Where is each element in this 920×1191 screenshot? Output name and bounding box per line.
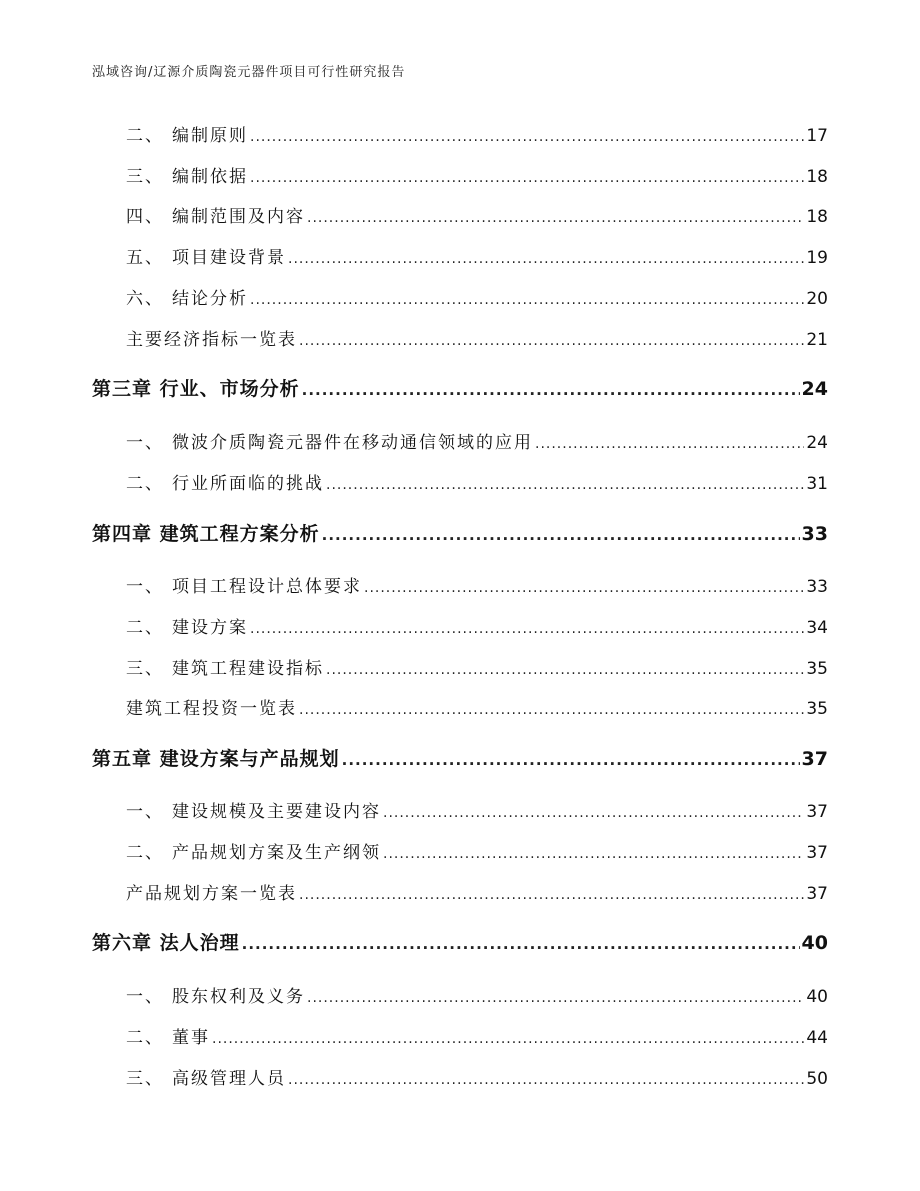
toc-leader-dots: [383, 846, 804, 862]
toc-entry-page: 34: [806, 618, 828, 638]
toc-entry-title: 编制原则: [172, 126, 248, 146]
toc-entry[interactable]: [0, 982, 920, 1012]
toc-leader-dots: [307, 210, 804, 226]
toc-leader-dots: [250, 621, 804, 637]
toc-chapter[interactable]: [0, 928, 920, 958]
toc-entry-number: 一、: [126, 577, 164, 597]
toc-entry-number: 二、: [126, 474, 164, 494]
toc-entry[interactable]: [0, 1023, 920, 1053]
toc-entry-label: [126, 121, 248, 146]
toc-entry-title: 编制范围及内容: [172, 207, 305, 227]
toc-chapter-page: 24: [801, 378, 828, 400]
toc-entry-title: 董事: [172, 1028, 210, 1048]
toc-leader-dots: [342, 751, 800, 769]
toc-entry-label: [126, 1023, 210, 1048]
toc-leader-dots: [250, 129, 804, 145]
toc-chapter-title: 第四章 建筑工程方案分析: [92, 523, 320, 545]
toc-entry-title: 建设方案: [172, 618, 248, 638]
toc-entry[interactable]: [0, 613, 920, 643]
toc-leader-dots: [326, 477, 804, 493]
toc-entry-label: [126, 654, 324, 679]
toc-entry[interactable]: [0, 325, 920, 355]
toc-entry-number: 三、: [126, 167, 164, 187]
toc-entry-page: 21: [806, 330, 828, 350]
toc-chapter[interactable]: [0, 744, 920, 774]
toc-entry-title: 主要经济指标一览表: [126, 330, 297, 350]
toc-chapter-page: 33: [801, 523, 828, 545]
toc-leader-dots: [307, 990, 804, 1006]
toc-entry-page: 24: [806, 433, 828, 453]
toc-entry-page: 33: [806, 577, 828, 597]
toc-entry[interactable]: [0, 284, 920, 314]
toc-entry-title: 结论分析: [172, 289, 248, 309]
toc-leader-dots: [322, 526, 800, 544]
toc-entry[interactable]: [0, 797, 920, 827]
toc-entry[interactable]: [0, 469, 920, 499]
toc-entry-number: 二、: [126, 126, 164, 146]
toc-leader-dots: [535, 436, 804, 452]
toc-entry-number: 一、: [126, 987, 164, 1007]
toc-entry-label: [126, 284, 248, 309]
toc-entry[interactable]: [0, 1064, 920, 1094]
toc-leader-dots: [212, 1031, 804, 1047]
toc-entry-label: [126, 243, 286, 268]
toc-entry-number: 二、: [126, 618, 164, 638]
toc-entry-number: 五、: [126, 248, 164, 268]
toc-entry-number: 一、: [126, 433, 164, 453]
toc-entry-title: 微波介质陶瓷元器件在移动通信领域的应用: [172, 433, 533, 453]
toc-entry-title: 行业所面临的挑战: [172, 474, 324, 494]
toc-entry-label: [126, 469, 324, 494]
toc-entry-page: 20: [806, 289, 828, 309]
toc-entry-page: 50: [806, 1069, 828, 1089]
toc-leader-dots: [299, 702, 804, 718]
toc-leader-dots: [299, 333, 804, 349]
toc-entry-label: [126, 797, 381, 822]
toc-entry-page: 18: [806, 167, 828, 187]
toc-entry-label: [126, 572, 362, 597]
toc-entry-label: [126, 879, 297, 904]
toc-chapter-title: 第三章 行业、市场分析: [92, 378, 300, 400]
toc-entry-title: 股东权利及义务: [172, 987, 305, 1007]
toc-entry-label: [126, 613, 248, 638]
toc-entry[interactable]: [0, 162, 920, 192]
toc-entry-page: 44: [806, 1028, 828, 1048]
toc-entry-number: 六、: [126, 289, 164, 309]
toc-entry-title: 产品规划方案及生产纲领: [172, 843, 381, 863]
toc-chapter-title: 第六章 法人治理: [92, 932, 240, 954]
toc-leader-dots: [250, 292, 804, 308]
toc-entry-label: [126, 1064, 286, 1089]
toc-entry-page: 31: [806, 474, 828, 494]
toc-entry-label: [126, 202, 305, 227]
toc-entry-title: 项目建设背景: [172, 248, 286, 268]
toc-entry-label: [126, 162, 248, 187]
toc-entry-number: 三、: [126, 659, 164, 679]
toc-entry-page: 37: [806, 884, 828, 904]
toc-entry-label: [126, 428, 533, 453]
toc-entry-label: [126, 694, 297, 719]
toc-entry-title: 建设规模及主要建设内容: [172, 802, 381, 822]
toc-entry-title: 项目工程设计总体要求: [172, 577, 362, 597]
toc-entry[interactable]: [0, 243, 920, 273]
toc-entry[interactable]: [0, 572, 920, 602]
toc-entry-title: 高级管理人员: [172, 1069, 286, 1089]
toc-entry-number: 二、: [126, 843, 164, 863]
toc-entry[interactable]: [0, 694, 920, 724]
toc-entry-page: 17: [806, 126, 828, 146]
toc-entry-page: 40: [806, 987, 828, 1007]
toc-entry[interactable]: [0, 121, 920, 151]
toc-entry-label: [126, 325, 297, 350]
toc-entry[interactable]: [0, 879, 920, 909]
toc-leader-dots: [299, 887, 804, 903]
toc-entry-label: [126, 838, 381, 863]
toc-entry-page: 18: [806, 207, 828, 227]
toc-leader-dots: [383, 805, 804, 821]
toc-entry-title: 建筑工程投资一览表: [126, 699, 297, 719]
toc-entry-number: 一、: [126, 802, 164, 822]
toc-entry-number: 四、: [126, 207, 164, 227]
toc-leader-dots: [250, 170, 804, 186]
toc-entry[interactable]: [0, 202, 920, 232]
toc-chapter-title: 第五章 建设方案与产品规划: [92, 748, 340, 770]
toc-chapter-page: 37: [801, 748, 828, 770]
toc-entry-number: 二、: [126, 1028, 164, 1048]
toc-entry-page: 35: [806, 659, 828, 679]
toc-chapter-page: 40: [801, 932, 828, 954]
toc-entry-page: 37: [806, 802, 828, 822]
toc-entry-title: 建筑工程建设指标: [172, 659, 324, 679]
toc-leader-dots: [288, 1072, 804, 1088]
toc-entry-number: 三、: [126, 1069, 164, 1089]
toc-entry-label: [126, 982, 305, 1007]
page-header: 泓域咨询/辽源介质陶瓷元器件项目可行性研究报告: [92, 65, 406, 80]
toc-leader-dots: [364, 580, 804, 596]
toc-entry-page: 19: [806, 248, 828, 268]
toc-leader-dots: [326, 662, 804, 678]
toc-leader-dots: [242, 935, 800, 953]
toc-entry-page: 37: [806, 843, 828, 863]
toc-entry[interactable]: [0, 654, 920, 684]
toc-chapter[interactable]: [0, 519, 920, 549]
toc-entry[interactable]: [0, 838, 920, 868]
toc-entry-title: 编制依据: [172, 167, 248, 187]
toc-leader-dots: [302, 381, 800, 399]
toc-entry-title: 产品规划方案一览表: [126, 884, 297, 904]
toc-entry[interactable]: [0, 428, 920, 458]
toc-chapter[interactable]: [0, 374, 920, 404]
toc-leader-dots: [288, 251, 804, 267]
toc-entry-page: 35: [806, 699, 828, 719]
